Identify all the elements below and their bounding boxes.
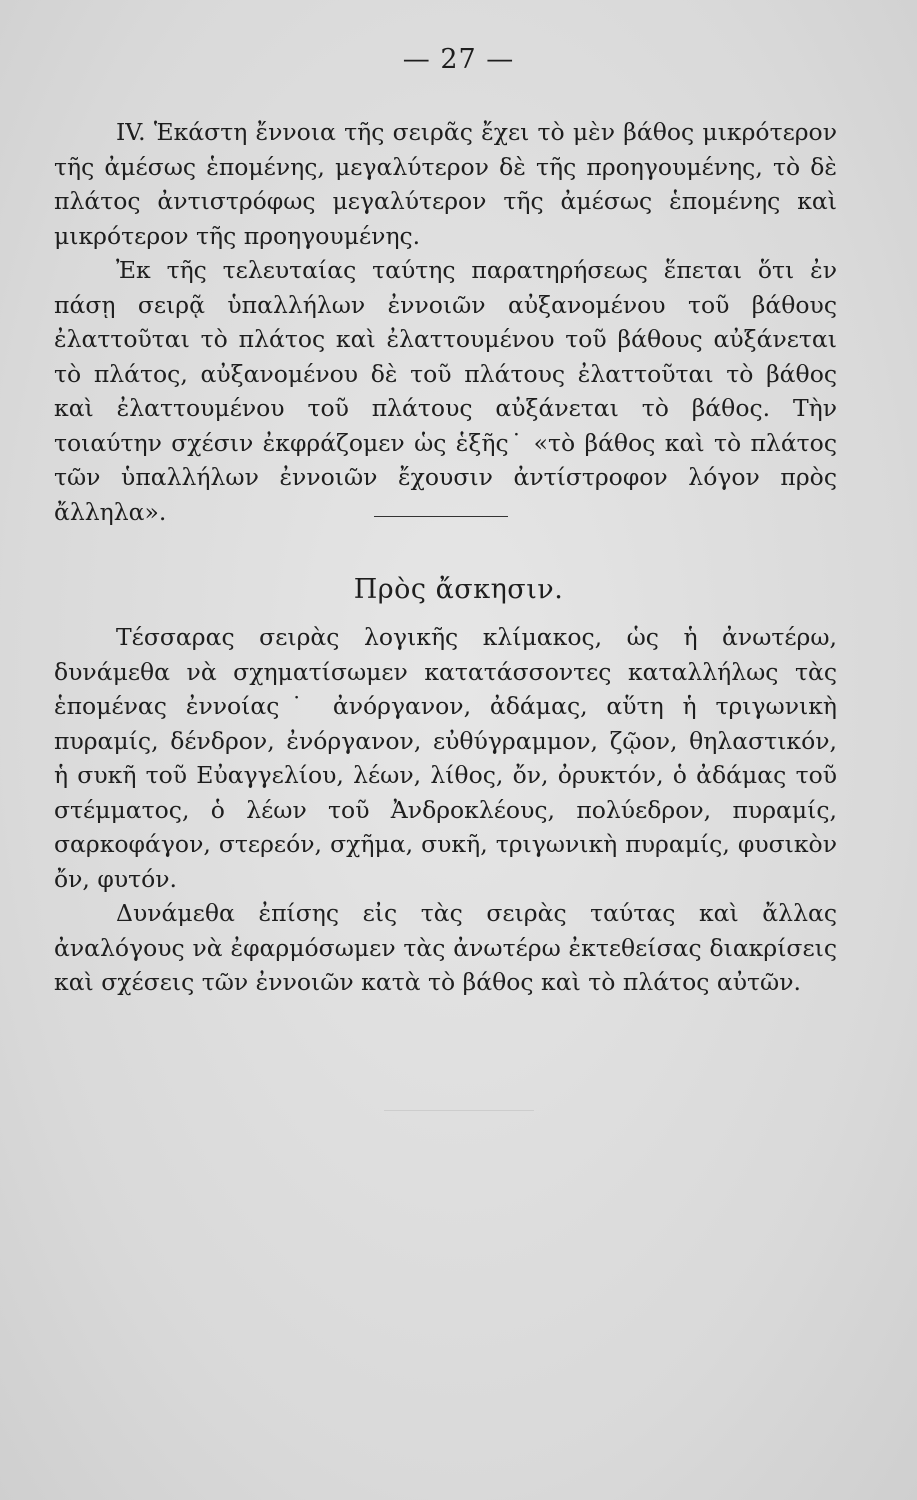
section-iv-paragraph-1: IV. Ἑκάστη ἔννοια τῆς σειρᾶς ἔχει τὸ μὲν βάθος μικρότερον τῆς ἀμέσως ἑπομένης, μεγαλύτερον δὲ τῆς προηγουμένης, τὸ δὲ πλάτος ἀντιστρόφως μεγαλύτερον τῆς ἀμέσως ἑπομένης καὶ μικρότερον τῆς προηγουμένης. bbox=[54, 118, 837, 250]
exercise-paragraph-1: Τέσσαρας σειρὰς λογικῆς κλίμακος, ὡς ἡ ἀνωτέρω, δυνάμεθα νὰ σχηματίσωμεν κατατάσσοντες καταλλήλως τὰς ἑπομένας ἐννοίας˙ ἀνόργανον, ἀδάμας, αὕτη ἡ τριγωνικὴ πυραμίς, δένδρον, ἐνόργανον, εὐθύγραμμον, ζῷον, θηλαστικόν, ἡ συκῆ τοῦ Εὐαγγελίου, λέων, λίθος, ὄν, ὀρυκτόν, ὁ ἀδάμας τοῦ στέμματος, ὁ λέων τοῦ Ἀνδροκλέους, πολύεδρον, πυραμίς, σαρκοφάγον, στερεόν, σχῆμα, συκῆ, τριγωνικὴ πυραμίς, φυσικὸν ὄν, φυτόν. bbox=[54, 623, 837, 893]
faint-line-mark bbox=[384, 1110, 534, 1111]
page-number: — 27 — bbox=[402, 44, 515, 75]
section-divider bbox=[374, 516, 508, 517]
section-iv bbox=[54, 115, 837, 529]
exercise-section bbox=[54, 620, 837, 1000]
exercise-paragraph-2: Δυνάμεθα ἐπίσης εἰς τὰς σειρὰς ταύτας καὶ ἄλλας ἀναλόγους νὰ ἐφαρμόσωμεν τὰς ἀνωτέρω ἐκτεθείσας διακρίσεις καὶ σχέσεις τῶν ἐννοιῶν κατὰ τὸ βάθος καὶ τὸ πλάτος αὐτῶν. bbox=[54, 899, 837, 996]
exercise-heading: Πρὸς ἄσκησιν. bbox=[353, 574, 564, 605]
section-iv-paragraph-2: Ἐκ τῆς τελευταίας ταύτης παρατηρήσεως ἕπεται ὅτι ἐν πάσῃ σειρᾷ ὑπαλλήλων ἐννοιῶν αὐξανομένου τοῦ βάθους ἐλαττοῦται τὸ πλάτος καὶ ἐλαττουμένου τοῦ βάθους αὐξάνεται τὸ πλάτος, αὐξανομένου δὲ τοῦ πλάτους ἐλαττοῦται τὸ βάθος καὶ ἐλαττουμένου τοῦ πλάτους αὐξάνεται τὸ βάθος. Τὴν τοιαύτην σχέσιν ἐκφράζομεν ὡς ἑξῆς˙ «τὸ βάθος καὶ τὸ πλάτος τῶν ὑπαλλήλων ἐννοιῶν ἔχουσιν ἀντίστροφον λόγον πρὸς ἄλληλα». bbox=[54, 256, 837, 526]
